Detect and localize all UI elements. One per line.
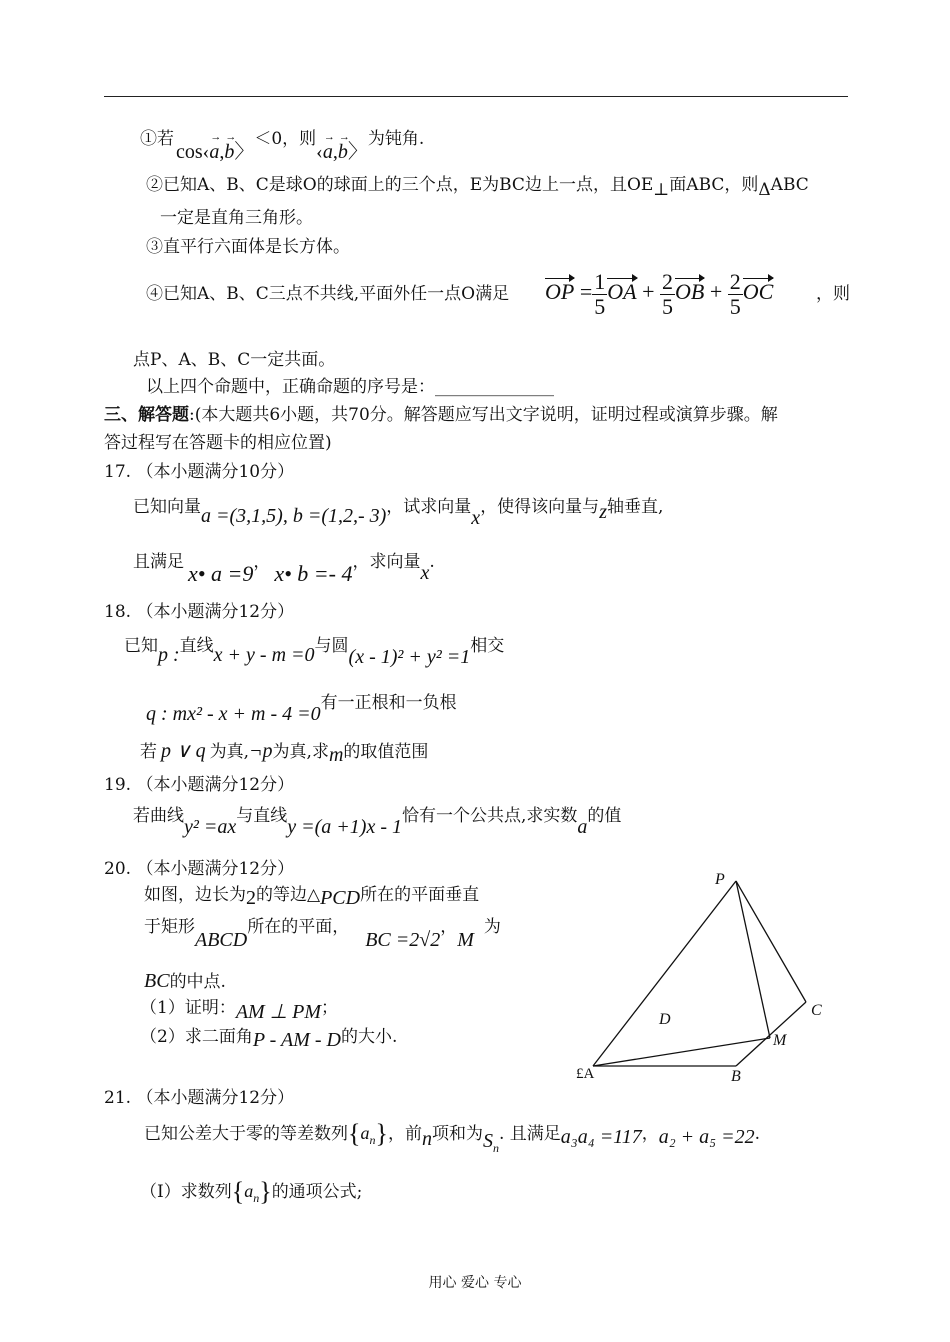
- edge-pm: [736, 881, 770, 1038]
- label-m: M: [773, 1032, 787, 1049]
- edge-am: [593, 1038, 770, 1066]
- edge-bc: [736, 1002, 806, 1066]
- label-d: D: [659, 1011, 671, 1028]
- q18-line2: q : mx² - x + m - 4 =0有一正根和一负根: [146, 693, 457, 725]
- q17-line1: 已知向量a =(3,1,5), b =(1,2,- 3)，试求向量x，使得该向量与z轴垂直,: [133, 497, 664, 529]
- q21-line1: 已知公差大于零的等差数列$\{a_n\}$，前n项和为$S_n$. 且满足a₃a₄ =117，a₂ + a₅ =22.: [144, 1119, 761, 1155]
- q19-heading: 19. （本小题满分12分）: [104, 775, 295, 795]
- proposition-3: ③直平行六面体是长方体。: [146, 237, 350, 257]
- label-p: P: [715, 871, 725, 888]
- proposition-2: ②已知A、B、C是球O的球面上的三个点，E为BC边上一点，且OE⊥面ABC，则ΔABC: [146, 175, 809, 200]
- q18-line3: 若 p ∨ q 为真,¬p为真,求m的取值范围: [140, 740, 429, 766]
- fill-blank-question: 以上四个命题中，正确命题的序号是：______________: [146, 377, 554, 397]
- proposition-1: ①若cos‹→ a,→ b〉＜0，则‹→ a,→ b〉为钝角.: [140, 128, 424, 164]
- label-b: B: [731, 1068, 741, 1085]
- q18-heading: 18. （本小题满分12分）: [104, 602, 295, 622]
- q17-line2: 且满足 x• a =9， x• b =- 4，求向量x.: [133, 552, 435, 586]
- proposition-2-cont: 一定是直角三角形。: [160, 208, 313, 228]
- q20-line1: 如图，边长为2的等边△PCD所在的平面垂直: [144, 885, 480, 909]
- pyramid-figure: [560, 860, 850, 1090]
- label-a: £A: [576, 1066, 595, 1082]
- q18-line1: 已知p :直线x + y - m =0与圆(x - 1)² + y² =1相交: [124, 636, 505, 668]
- q20-line2: 于矩形ABCD所在的平面，BC =2√2，M为: [144, 917, 501, 951]
- header-rule: [104, 96, 848, 97]
- section-3-desc: 答过程写在答题卡的相应位置): [104, 433, 332, 453]
- proposition-4-cont: 点P、A、B、C一定共面。: [133, 350, 336, 370]
- label-c: C: [811, 1002, 822, 1019]
- section-3-heading: 三、解答题:(本大题共6小题，共70分。解答题应写出文字说明，证明过程或演算步骤。解: [104, 405, 778, 425]
- q20-part2: （2）求二面角P - AM - D的大小.: [140, 1027, 398, 1051]
- page-footer: 用心 爱心 专心: [428, 1275, 522, 1291]
- proposition-4: ④已知A、B、C三点不共线,平面外任一点O满足: [146, 284, 510, 304]
- edge-pc: [736, 881, 806, 1002]
- q20-part1: （1）证明：AM ⊥ PM；: [140, 998, 339, 1023]
- q21-heading: 21. （本小题满分12分）: [104, 1088, 295, 1108]
- q17-heading: 17. （本小题满分10分）: [104, 462, 295, 482]
- q21-part1: （Ⅰ）求数列$\{a_n\}$的通项公式;: [140, 1177, 363, 1206]
- q20-heading: 20. （本小题满分12分）: [104, 859, 295, 879]
- q19-body: 若曲线y² =ax与直线y =(a +1)x - 1恰有一个公共点,求实数a的值: [133, 806, 622, 838]
- q20-line3: BC的中点.: [144, 970, 226, 992]
- vector-equation: OP = $\frac{1}{5}$ OA + $\frac{2}{5}$ OB + $\frac{2}{5}$ OC: [545, 269, 774, 319]
- proposition-4-then: ，则: [816, 284, 850, 304]
- edge-pa: [593, 881, 736, 1066]
